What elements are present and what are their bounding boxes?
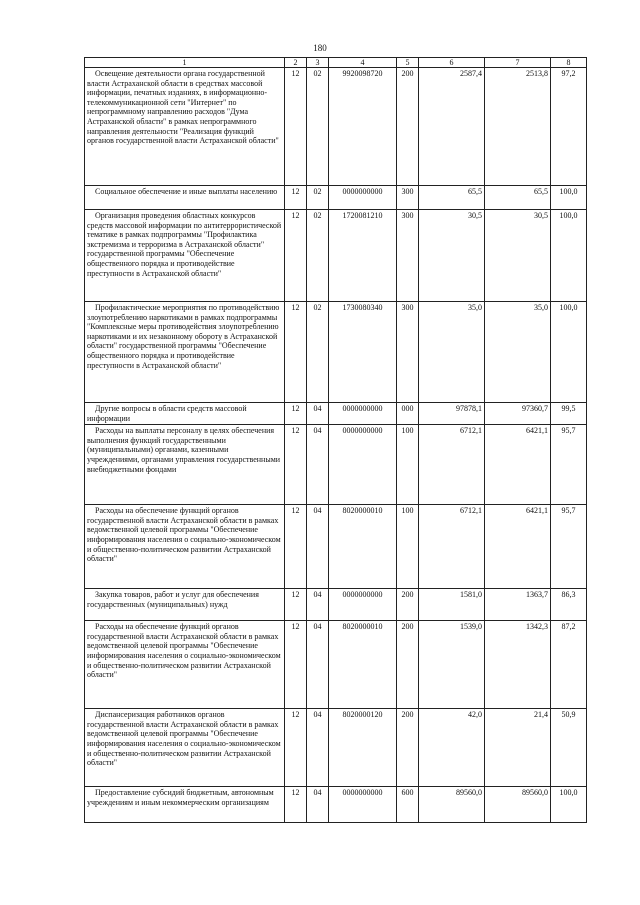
subsection-cell: 02	[307, 210, 329, 302]
section-cell: 12	[285, 709, 307, 787]
target-code-cell: 0000000000	[329, 403, 397, 425]
section-cell: 12	[285, 68, 307, 186]
planned-amount-cell: 89560,0	[419, 787, 485, 823]
percent-cell: 100,0	[551, 302, 587, 403]
subsection-cell: 04	[307, 589, 329, 621]
subsection-cell: 04	[307, 425, 329, 505]
row-name-cell: Организация проведения областных конкурсов средств массовой информации по антитеррористической тематике в рамках подпрограммы "Профилактика экстремизма и терроризма в Астраханской области" государственной программы "Обеспечение общественного порядка и противодействие преступности в Астраханской области"	[85, 210, 285, 302]
page-number: 180	[313, 43, 327, 53]
expense-type-cell: 200	[397, 621, 419, 709]
column-header: 1	[85, 58, 285, 68]
table-row	[85, 787, 587, 823]
percent-cell: 100,0	[551, 787, 587, 823]
subsection-cell: 04	[307, 505, 329, 589]
row-name-cell: Профилактические мероприятия по противодействию злоупотреблению наркотиками в рамках подпрограммы "Комплексные меры противодействия злоупотреблению наркотиками и их незаконному обороту в Астраханской области" государственной программы "Обеспечение общественного порядка и противодействие преступности в Астраханской области"	[85, 302, 285, 403]
table-row	[85, 210, 587, 302]
row-name-cell: Предоставление субсидий бюджетным, автономным учреждениям и иным некоммерческим организациям	[85, 787, 285, 823]
target-code-cell: 8020000120	[329, 709, 397, 787]
section-cell: 12	[285, 302, 307, 403]
table-row	[85, 589, 587, 621]
row-name-cell: Диспансеризация работников органов государственной власти Астраханской области в рамках ведомственной целевой программы "Обеспечение информирования населения о социально-экономическом и общественно-политическом развитии Астраханской области"	[85, 709, 285, 787]
budget-table	[84, 57, 587, 823]
section-cell: 12	[285, 621, 307, 709]
subsection-cell: 04	[307, 403, 329, 425]
planned-amount-cell: 1581,0	[419, 589, 485, 621]
table-row	[85, 403, 587, 425]
target-code-cell: 1720081210	[329, 210, 397, 302]
percent-cell: 100,0	[551, 210, 587, 302]
table-row	[85, 68, 587, 186]
actual-amount-cell: 1342,3	[485, 621, 551, 709]
table-row	[85, 505, 587, 589]
percent-cell: 99,5	[551, 403, 587, 425]
target-code-cell: 0000000000	[329, 589, 397, 621]
target-code-cell: 9920098720	[329, 68, 397, 186]
target-code-cell: 0000000000	[329, 425, 397, 505]
table-row	[85, 302, 587, 403]
expense-type-cell: 200	[397, 709, 419, 787]
actual-amount-cell: 2513,8	[485, 68, 551, 186]
column-header: 7	[485, 58, 551, 68]
target-code-cell: 8020000010	[329, 505, 397, 589]
actual-amount-cell: 6421,1	[485, 505, 551, 589]
planned-amount-cell: 35,0	[419, 302, 485, 403]
section-cell: 12	[285, 425, 307, 505]
expense-type-cell: 300	[397, 186, 419, 210]
table-row	[85, 186, 587, 210]
percent-cell: 95,7	[551, 505, 587, 589]
section-cell: 12	[285, 589, 307, 621]
column-header: 5	[397, 58, 419, 68]
row-name-cell: Освещение деятельности органа государственной власти Астраханской области в средствах массовой информации, печатных изданиях, в информационно-телекоммуникационной сети "Интернет" по непрограммному направлению расходов "Дума Астраханской области" в рамках непрограммного направления деятельности "Реализация функций органов государственной власти Астраханской области"	[85, 68, 285, 186]
row-name-cell: Социальное обеспечение и иные выплаты населению	[85, 186, 285, 210]
planned-amount-cell: 42,0	[419, 709, 485, 787]
row-name-cell: Расходы на обеспечение функций органов государственной власти Астраханской области в рамках ведомственной целевой программы "Обеспечение информирования населения о социально-экономическом и общественно-политическом развитии Астраханской области"	[85, 621, 285, 709]
column-header: 6	[419, 58, 485, 68]
subsection-cell: 02	[307, 186, 329, 210]
actual-amount-cell: 21,4	[485, 709, 551, 787]
expense-type-cell: 200	[397, 589, 419, 621]
percent-cell: 100,0	[551, 186, 587, 210]
column-header: 3	[307, 58, 329, 68]
actual-amount-cell: 35,0	[485, 302, 551, 403]
column-number-row	[85, 58, 587, 68]
section-cell: 12	[285, 210, 307, 302]
planned-amount-cell: 30,5	[419, 210, 485, 302]
actual-amount-cell: 1363,7	[485, 589, 551, 621]
subsection-cell: 02	[307, 68, 329, 186]
actual-amount-cell: 65,5	[485, 186, 551, 210]
subsection-cell: 04	[307, 621, 329, 709]
expense-type-cell: 100	[397, 425, 419, 505]
expense-type-cell: 200	[397, 68, 419, 186]
target-code-cell: 1730080340	[329, 302, 397, 403]
target-code-cell: 0000000000	[329, 186, 397, 210]
percent-cell: 50,9	[551, 709, 587, 787]
subsection-cell: 04	[307, 709, 329, 787]
section-cell: 12	[285, 787, 307, 823]
expense-type-cell: 600	[397, 787, 419, 823]
planned-amount-cell: 6712,1	[419, 425, 485, 505]
expense-type-cell: 300	[397, 302, 419, 403]
expense-type-cell: 100	[397, 505, 419, 589]
table-row	[85, 709, 587, 787]
table-row	[85, 621, 587, 709]
planned-amount-cell: 1539,0	[419, 621, 485, 709]
percent-cell: 86,3	[551, 589, 587, 621]
target-code-cell: 0000000000	[329, 787, 397, 823]
column-header: 2	[285, 58, 307, 68]
planned-amount-cell: 97878,1	[419, 403, 485, 425]
planned-amount-cell: 65,5	[419, 186, 485, 210]
row-name-cell: Расходы на обеспечение функций органов государственной власти Астраханской области в рамках ведомственной целевой программы "Обеспечение информирования населения о социально-экономическом и общественно-политическом развитии Астраханской области"	[85, 505, 285, 589]
expense-type-cell: 300	[397, 210, 419, 302]
table-row	[85, 425, 587, 505]
target-code-cell: 8020000010	[329, 621, 397, 709]
column-header: 8	[551, 58, 587, 68]
percent-cell: 95,7	[551, 425, 587, 505]
percent-cell: 97,2	[551, 68, 587, 186]
expense-type-cell: 000	[397, 403, 419, 425]
actual-amount-cell: 89560,0	[485, 787, 551, 823]
subsection-cell: 02	[307, 302, 329, 403]
row-name-cell: Закупка товаров, работ и услуг для обеспечения государственных (муниципальных) нужд	[85, 589, 285, 621]
actual-amount-cell: 6421,1	[485, 425, 551, 505]
column-header: 4	[329, 58, 397, 68]
section-cell: 12	[285, 403, 307, 425]
planned-amount-cell: 6712,1	[419, 505, 485, 589]
row-name-cell: Расходы на выплаты персоналу в целях обеспечения выполнения функций государственными (муниципальными) органами, казенными учреждениями, органами управления государственными внебюджетными фондами	[85, 425, 285, 505]
section-cell: 12	[285, 505, 307, 589]
actual-amount-cell: 30,5	[485, 210, 551, 302]
subsection-cell: 04	[307, 787, 329, 823]
row-name-cell: Другие вопросы в области средств массовой информации	[85, 403, 285, 425]
planned-amount-cell: 2587,4	[419, 68, 485, 186]
actual-amount-cell: 97360,7	[485, 403, 551, 425]
section-cell: 12	[285, 186, 307, 210]
percent-cell: 87,2	[551, 621, 587, 709]
